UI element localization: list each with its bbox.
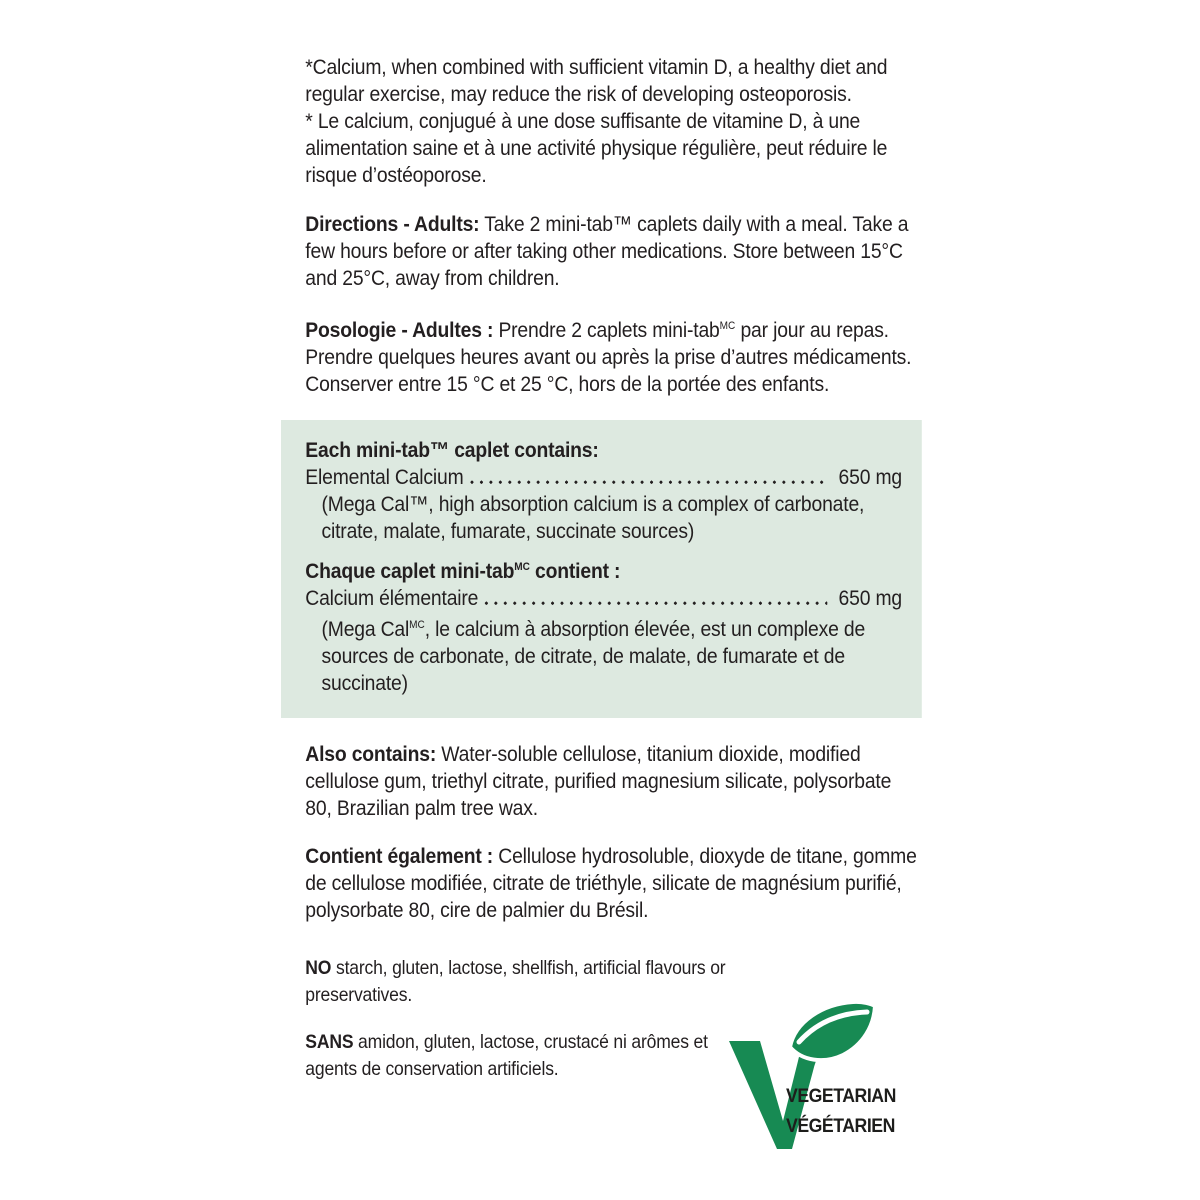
contient-egalement-text: Cellulose hydrosoluble, dioxyde de titane, gomme de cellulose modifiée, citrate de triéthyle, silicate de magnésium purifié, polysorbate 80, cire de palmier du Brésil. bbox=[305, 844, 917, 923]
also-contains-text: Water-soluble cellulose, titanium dioxide, modified cellulose gum, triethyl citrate, purified magnesium silicate, polysorbate 80, Brazilian palm tree wax. bbox=[305, 741, 892, 820]
trademark-superscript: MC bbox=[719, 320, 736, 332]
ingredient-name-english: Elemental Calcium bbox=[305, 464, 464, 489]
trademark-superscript: MC bbox=[409, 618, 425, 631]
contains-heading-french bbox=[305, 554, 902, 585]
directions-paragraph-english bbox=[281, 211, 922, 292]
ingredient-note-english: (Mega Cal™, high absorption calcium is a complex of carbonate, citrate, malate, fumarate, succinate sources) bbox=[321, 491, 865, 543]
ingredient-amount-english: 650 mg bbox=[838, 464, 902, 489]
contains-heading-french-part2: contient : bbox=[529, 558, 621, 583]
contains-heading-french-part1: Chaque caplet mini-tab bbox=[305, 558, 515, 583]
ingredient-amount-french: 650 mg bbox=[838, 585, 902, 610]
sans-label: SANS bbox=[305, 1030, 354, 1053]
vegetarian-logo bbox=[727, 1000, 917, 1152]
dot-leader bbox=[485, 585, 828, 612]
ingredient-note-french-part2: , le calcium à absorption élevée, est un complexe de sources de carbonate, de citrate, de malate, de fumarate et de succinate) bbox=[321, 616, 866, 695]
posologie-text-part1: Prendre 2 caplets mini-tab bbox=[493, 318, 720, 343]
no-text: starch, gluten, lactose, shellfish, artificial flavours or preservatives. bbox=[305, 957, 726, 1007]
posologie-label: Posologie - Adultes : bbox=[305, 318, 494, 343]
sans-text: amidon, gluten, lactose, crustacé ni arômes et agents de conservation artificiels. bbox=[305, 1030, 708, 1080]
vegetarian-label-french: VÉGÉTARIEN bbox=[786, 1115, 895, 1137]
trademark-superscript: MC bbox=[514, 560, 530, 573]
footnote-english: *Calcium, when combined with sufficient vitamin D, a healthy diet and regular exercise, may reduce the risk of developing osteoporosis. bbox=[305, 55, 888, 106]
also-contains-paragraph-french bbox=[281, 843, 922, 924]
ingredient-note-french bbox=[305, 612, 902, 697]
vegetarian-label-english: VEGETARIAN bbox=[786, 1086, 896, 1107]
asterisk-footnote bbox=[281, 54, 922, 189]
no-statement-english bbox=[281, 955, 763, 1009]
ingredient-row-french bbox=[305, 585, 902, 612]
footnote-french: * Le calcium, conjugué à une dose suffisante de vitamine D, à une alimentation saine et à une activité physique régulière, peut réduire le risque d’ostéoporose. bbox=[305, 109, 888, 187]
also-contains-paragraph-english bbox=[281, 741, 922, 822]
sans-statement-french bbox=[281, 1029, 763, 1083]
contains-heading-english: Each mini-tab™ caplet contains: bbox=[305, 437, 599, 462]
directions-text: Take 2 mini-tab™ caplets daily with a meal. Take a few hours before or after taking other medications. Store between 15°C and 25°C, away from children. bbox=[305, 211, 909, 290]
ingredient-note-french-part1: (Mega Cal bbox=[321, 616, 410, 641]
contient-egalement-label: Contient également : bbox=[305, 844, 494, 869]
posologie-text-part2: par jour au repas. Prendre quelques heures avant ou après la prise d’autres médicaments. Conserver entre 15 °C et 25 °C, hors de la portée des enfants. bbox=[305, 318, 912, 397]
ingredient-row-english bbox=[305, 464, 902, 491]
also-contains-label: Also contains: bbox=[305, 741, 437, 766]
ingredients-panel bbox=[281, 420, 922, 718]
directions-paragraph-french bbox=[281, 313, 922, 398]
directions-label: Directions - Adults: bbox=[305, 211, 480, 236]
dot-leader bbox=[470, 464, 828, 491]
label-text-panel bbox=[281, 0, 922, 1102]
vegetarian-logo-text bbox=[786, 1082, 896, 1141]
ingredient-name-french: Calcium élémentaire bbox=[305, 585, 479, 610]
no-label: NO bbox=[305, 957, 332, 980]
